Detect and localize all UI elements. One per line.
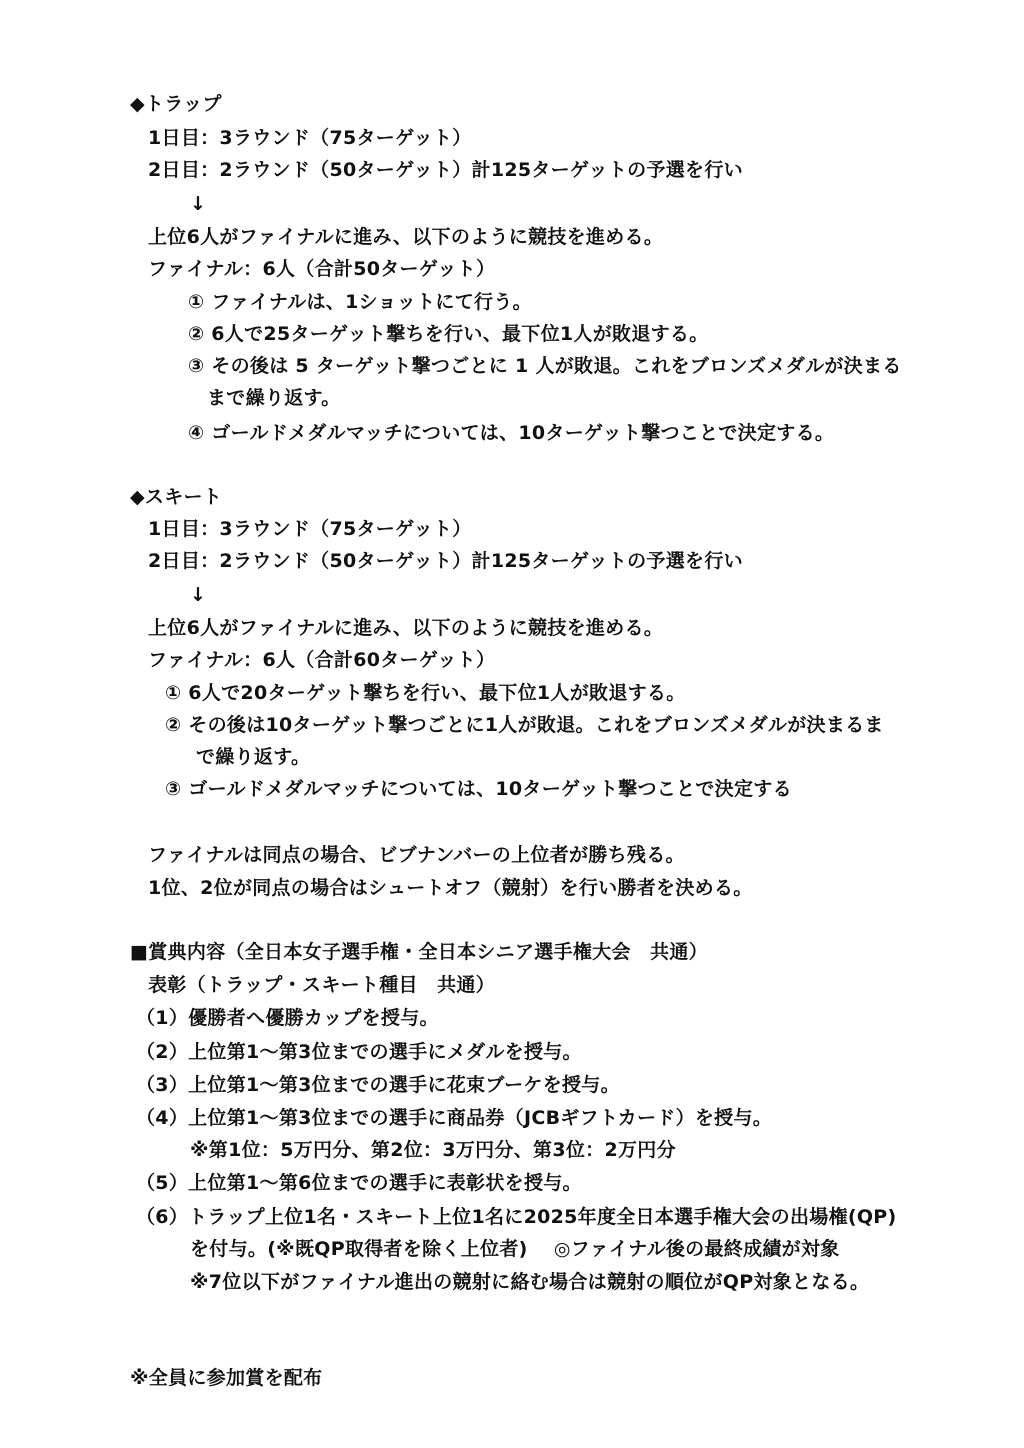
trap-arrow-icon: ↓ [190,193,207,215]
skeet-day2: 2日目：2ラウンド（50ターゲット）計125ターゲットの予選を行い [148,550,743,572]
skeet-rule-2: ② その後は10ターゲット撃つごとに1人が敗退。これをブロンズメダルが決まるま [165,714,884,736]
award-item-6: （6）トラップ上位1名・スキート上位1名に2025年度全日本選手権大会の出場権(QP) [136,1206,897,1228]
trap-final: ファイナル：6人（合計50ターゲット） [148,258,496,280]
tie-rule-1: ファイナルは同点の場合、ビブナンバーの上位者が勝ち残る。 [148,844,685,866]
awards-subheading: 表彰（トラップ・スキート種目 共通） [148,974,496,996]
award-item-6-cont: を付与。(※既QP取得者を除く上位者) ◎ファイナル後の最終成績が対象 [190,1238,840,1260]
award-item-2: （2）上位第1～第3位までの選手にメダルを授与。 [136,1041,582,1063]
skeet-heading: ◆スキート [130,486,223,508]
skeet-advance: 上位6人がファイナルに進み、以下のように競技を進める。 [148,617,664,639]
skeet-day1: 1日目：3ラウンド（75ターゲット） [148,518,472,540]
trap-day1: 1日目：3ラウンド（75ターゲット） [148,127,472,149]
skeet-rule-1: ① 6人で20ターゲット撃ちを行い、最下位1人が敗退する。 [165,682,686,704]
skeet-final: ファイナル：6人（合計60ターゲット） [148,649,496,671]
awards-heading: ■賞典内容（全日本女子選手権・全日本シニア選手権大会 共通） [130,941,708,963]
trap-rule-3-cont: まで繰り返す。 [207,387,341,409]
award-item-6-note: ※7位以下がファイナル進出の競射に絡む場合は競射の順位がQP対象となる。 [190,1271,870,1293]
trap-rule-3: ③ その後は 5 ターゲット撃つごとに 1 人が敗退。これをブロンズメダルが決まる [188,355,902,377]
tie-rule-2: 1位、2位が同点の場合はシュートオフ（競射）を行い勝者を決める。 [148,877,753,899]
award-item-1: （1）優勝者へ優勝カップを授与。 [136,1007,439,1029]
trap-heading: ◆トラップ [130,93,222,115]
award-item-3: （3）上位第1～第3位までの選手に花束ブーケを授与。 [136,1074,620,1096]
skeet-arrow-icon: ↓ [190,584,207,606]
award-item-4: （4）上位第1～第3位までの選手に商品券（JCBギフトカード）を授与。 [136,1107,773,1129]
skeet-rule-3: ③ ゴールドメダルマッチについては、10ターゲット撃つことで決定する [165,778,792,800]
trap-advance: 上位6人がファイナルに進み、以下のように競技を進める。 [148,226,664,248]
award-item-5: （5）上位第1～第6位までの選手に表彰状を授与。 [136,1172,582,1194]
trap-rule-2: ② 6人で25ターゲット撃ちを行い、最下位1人が敗退する。 [188,323,709,345]
trap-day2: 2日目：2ラウンド（50ターゲット）計125ターゲットの予選を行い [148,159,743,181]
trap-rule-1: ① ファイナルは、1ショットにて行う。 [188,291,532,313]
trap-rule-4: ④ ゴールドメダルマッチについては、10ターゲット撃つことで決定する。 [188,422,835,444]
award-item-4-note: ※第1位：5万円分、第2位：3万円分、第3位：2万円分 [190,1139,676,1161]
footer-note: ※全員に参加賞を配布 [130,1367,323,1389]
skeet-rule-2-cont: で繰り返す。 [196,746,311,768]
